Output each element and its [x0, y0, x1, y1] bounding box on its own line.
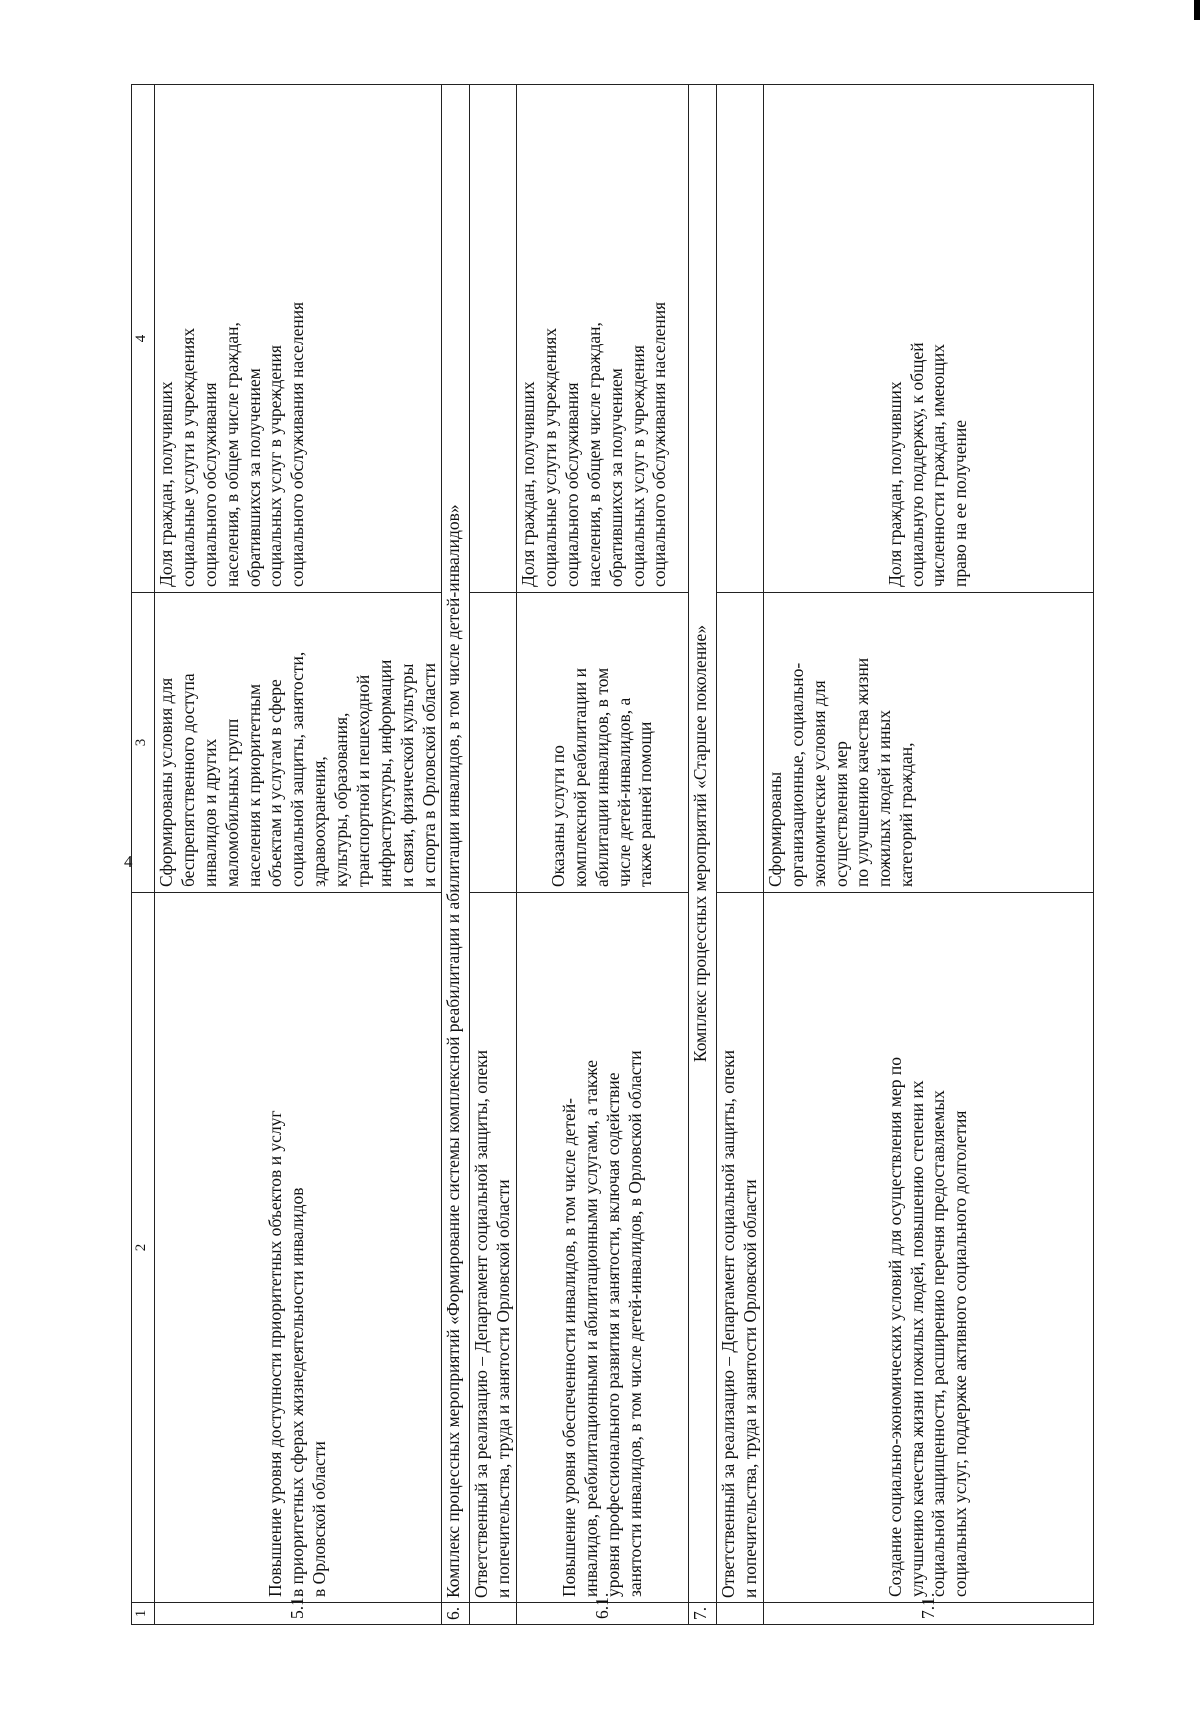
row-indicator: Доля граждан, получивших социальную поддержку, к общей численности граждан, имеющих право на ее получение — [763, 85, 1093, 593]
section-header — [442, 85, 470, 1625]
responsible-row — [717, 85, 764, 1625]
row-number: 6.1. — [517, 1603, 689, 1625]
scan-edge-mark — [1194, 0, 1200, 20]
row-task: Повышение уровня обеспеченности инвалидов, в том числе детей- инвалидов, реабилитационными и абилитационными услугами, а также уровня профессионального развития и занятости, включая содействие занятости инвалидов, в том числе детей-инвалидов, в Орловской области — [517, 893, 689, 1603]
header-col-2: 2 — [132, 893, 155, 1603]
row-number: 7.1. — [763, 1603, 1093, 1625]
row-number: 5.1. — [155, 1603, 442, 1625]
section-number: 7. — [689, 1603, 717, 1625]
section-title: Комплекс процессных мероприятий «Старшее поколение» — [689, 85, 717, 1603]
row-task: Повышение уровня доступности приоритетных объектов и услуг в приоритетных сферах жизнедеятельности инвалидов в Орловской области — [155, 893, 442, 1603]
responsible-text: Ответственный за реализацию – Департамент социальной защиты, опеки и попечительства, труда и занятости Орловской области — [470, 893, 517, 1603]
section-title: Комплекс процессных мероприятий «Формирование системы комплексной реабилитации и абилитации инвалидов, в том числе детей-инвалидов» — [442, 85, 470, 1603]
responsible-row — [470, 85, 517, 1625]
header-col-3: 3 — [132, 593, 155, 893]
row-result: Сформированы условия для беспрепятственного доступа инвалидов и других маломобильных групп населения к приоритетным объектам и услугам в сфере социальной защиты, занятости, здравоохранения, культуры, образования, транспортной и пешеходной инфраструктуры, информации и связи, физической культуры и спорта в Орловской области — [155, 593, 442, 893]
row-indicator: Доля граждан, получивших социальные услуги в учреждениях социального обслуживания населения, в общем числе граждан, обратившихся за получением социальных услуг в учреждения социального обслуживания населения — [155, 85, 442, 593]
header-col-1: 1 — [132, 1603, 155, 1625]
rotated-table-wrapper — [131, 85, 1094, 1625]
header-col-4: 4 — [132, 85, 155, 593]
section-header — [689, 85, 717, 1625]
row-result: Оказаны услуги по комплексной реабилитации и абилитации инвалидов, в том числе детей-инвалидов, а также ранней помощи — [517, 593, 689, 893]
responsible-text: Ответственный за реализацию – Департамент социальной защиты, опеки и попечительства, труда и занятости Орловской области — [717, 893, 764, 1603]
row-indicator: Доля граждан, получивших социальные услуги в учреждениях социального обслуживания населения, в общем числе граждан, обратившихся за получением социальных услуг в учреждения социального обслуживания населения — [517, 85, 689, 593]
table-row — [517, 85, 689, 1625]
row-result: Сформированы организационные, социально- экономические условия для осуществления мер по улучшению качества жизни пожилых людей и иных категорий граждан, — [763, 593, 1093, 893]
header-row — [132, 85, 155, 1625]
row-task: Создание социально-экономических условий для осуществления мер по улучшению качества жизни пожилых людей, повышению степени их социальной защищенности, расширению перечня предоставляемых социальных услуг, поддержке активного социального долголетия — [763, 893, 1093, 1603]
section-number: 6. — [442, 1603, 470, 1625]
table-row — [155, 85, 442, 1625]
page-number: 4 — [124, 852, 133, 871]
program-table — [131, 84, 1094, 1625]
table-row — [763, 85, 1093, 1625]
